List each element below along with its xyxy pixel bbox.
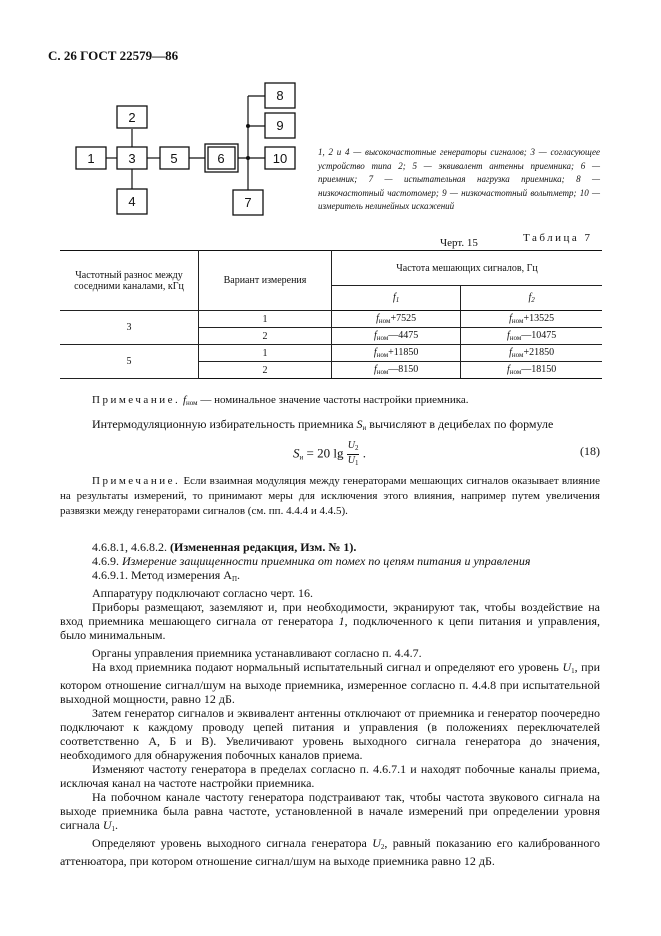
table-title: Таблица 7 (523, 232, 593, 244)
para-connect: Аппаратуру подключают согласно черт. 16. (92, 586, 313, 600)
para-generator: Затем генератор сигналов и эквивалент антенны отключают от приемника и генератор поочередно подключают к каждому проводу цепей питания и управления (в положениях переключателей соответственно А, Б и В). Увеличивают уровень выходного сигнала генератора до значения, необходимого для обнаружения побочных каналов приема. (60, 706, 600, 762)
para-controls: Органы управления приемника устанавливают согласно п. 4.4.7. (92, 646, 422, 660)
block-4-label: 4 (128, 194, 136, 209)
block-5-label: 5 (170, 151, 178, 166)
para-signal-level: На вход приемника подают нормальный испытательный сигнал и определяют его уровень U1, при котором отношение сигнал/шум на выходе приемника, измеренное согласно п. 4.4.8 при испытательной выходной мощности, равно 12 дБ. (60, 660, 600, 706)
block-9-label: 9 (276, 118, 284, 133)
para-frequency: Изменяют частоту генератора в пределах согласно п. 4.6.7.1 и находят побочные каналы приема, исключая канал на частоте настройки приемника. (60, 762, 600, 790)
cell-f2: $f_{ном}—10475$ (461, 328, 602, 345)
cell-variant: 2 (199, 362, 332, 379)
block-3-label: 3 (128, 151, 136, 166)
block-2-label: 2 (128, 110, 136, 125)
table-note: Примечание. fном — номинальное значение частоты настройки приемника. (92, 394, 469, 407)
block-8-label: 8 (276, 88, 284, 103)
body-text (60, 540, 600, 868)
cell-f2: $f_{ном}—18150$ (461, 362, 602, 379)
figure-caption: Черт. 15 (440, 237, 478, 249)
col-header-f2: $f_2$ (461, 286, 602, 311)
table-row (60, 345, 602, 362)
block-6-label: 6 (217, 151, 225, 166)
para-4-6-9-1: 4.6.9.1. Метод измерения АП. (92, 568, 241, 583)
cell-variant: 1 (199, 311, 332, 328)
block-1-label: 1 (87, 151, 95, 166)
para-placement: Приборы размещают, заземляют и, при необходимости, экранируют так, чтобы воздействие на вход приемника мешающего сигнала от генератора 1, подключенного к цепи питания и управления, было минимальным. (60, 600, 600, 642)
block-diagram (60, 78, 305, 223)
measurement-note: Примечание. Если взаимная модуляция между генераторами мешающих сигналов оказывает влияние на результаты измерений, то принимают меры для исключения этого влияния, например путем увеличения развязки между генераторами сигналов (см. пп. 4.4.4 и 4.4.5). (60, 475, 600, 517)
col-header-f1: $f_1$ (332, 286, 461, 311)
para-4-6-9: 4.6.9. Измерение защищенности приемника от помех по цепям питания и управления (92, 554, 531, 568)
cell-f1: $f_{ном}+11850$ (332, 345, 461, 362)
para-side-channel: На побочном канале частоту генератора подстраивают так, чтобы частота звукового сигнала на выходе приемника была равна частоте, установленной в начале измерений при определении уровня сигнала U1. (60, 790, 600, 833)
cell-f2: $f_{ном}+13525$ (461, 311, 602, 328)
cell-f1: $f_{ном}—4475$ (332, 328, 461, 345)
cell-spacing: 3 (60, 311, 199, 345)
col-header-variant: Вариант измерения (199, 251, 332, 311)
formula-number: (18) (580, 444, 600, 458)
page-header: С. 26 ГОСТ 22579—86 (48, 48, 179, 63)
table-7 (60, 250, 602, 379)
cell-spacing: 5 (60, 345, 199, 379)
table-row (60, 311, 602, 328)
para-output-level: Определяют уровень выходного сигнала генератора U2, равный показанию его калиброванного аттенюатора, при котором отношение сигнал/шум на выходе приемника равно 12 дБ. (60, 836, 601, 868)
block-7-label: 7 (244, 195, 252, 210)
col-header-freqs: Частота мешающих сигналов, Гц (332, 251, 603, 286)
block-10-label: 10 (272, 151, 288, 166)
para-4-6-8: 4.6.8.1, 4.6.8.2. (Измененная редакция, Изм. № 1). (92, 540, 357, 554)
cell-variant: 2 (199, 328, 332, 345)
formula-intro: Интермодуляционную избирательность приемника Sи вычисляют в децибелах по формуле (92, 417, 554, 432)
formula-18: Sи = 20 lg $\frac{U_2}{U_1}$ . (293, 440, 366, 467)
cell-f2: $f_{ном}+21850$ (461, 345, 602, 362)
figure-legend: 1, 2 и 4 — высокочастотные генераторы сигналов; 3 — согласующее устройство типа 2; 5 — эквивалент антенны приемника; 6 — приемник; 7 — испытательная нагрузка приемника; 8 — низкочастотный частотомер; 9 — низкочастотный вольтметр; 10 — измеритель нелинейных искажений (318, 147, 601, 211)
col-header-spacing: Частотный разнос между соседними каналами, кГц (60, 251, 199, 311)
cell-f1: $f_{ном}+7525$ (332, 311, 461, 328)
cell-variant: 1 (199, 345, 332, 362)
cell-f1: $f_{ном}—8150$ (332, 362, 461, 379)
